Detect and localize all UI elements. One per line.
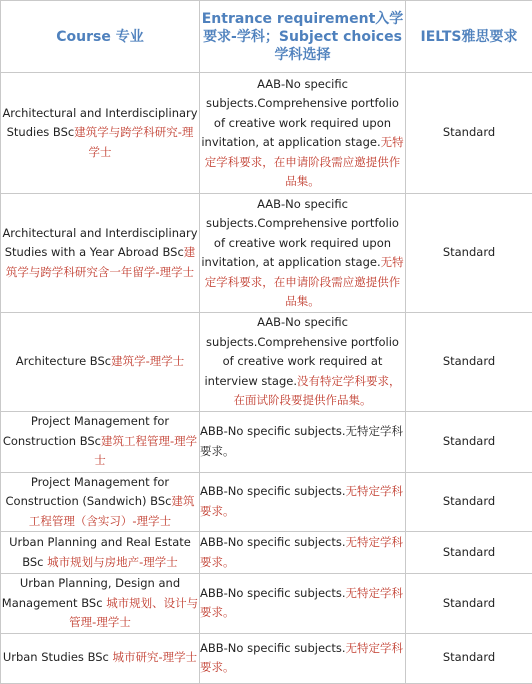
requirement-cell (200, 194, 406, 313)
ielts-cell: Standard (406, 313, 532, 412)
course-header: Course 专业 (1, 1, 200, 73)
requirement-en: ABB-No specific subjects. (200, 586, 346, 600)
requirement-cn: 无特定学科要求，在申请阶段需应邀提供作品集。 (205, 255, 404, 308)
course-name-cn: 城市研究-理学士 (113, 650, 198, 664)
requirement-en: ABB-No specific subjects. (200, 484, 346, 498)
course-name-en: Urban Planning, Design and Management BSc (2, 576, 180, 610)
table-row (1, 313, 532, 412)
header-row (1, 1, 532, 73)
requirement-cn: 无特定学科要求。 (200, 484, 403, 518)
requirement-cell (200, 532, 406, 574)
table-row (1, 411, 532, 472)
requirement-cell (200, 633, 406, 683)
course-name-en: Architecture BSc (16, 354, 111, 368)
course-name-cn: 城市规划与房地产-理学士 (47, 555, 178, 569)
ielts-header: IELTS雅思要求 (406, 1, 532, 73)
requirement-cell (200, 472, 406, 532)
requirement-en: ABB-No specific subjects. (200, 535, 346, 549)
table-row (1, 532, 532, 574)
ielts-cell: Standard (406, 574, 532, 634)
course-cell (1, 532, 200, 574)
course-name-cn: 建筑工程管理（含实习）-理学士 (29, 494, 195, 528)
requirement-header: Entrance requirement入学要求-学科；Subject choices 学科选择 (200, 1, 406, 73)
course-name-cn: 城市规划、设计与管理-理学士 (69, 596, 198, 630)
ielts-cell: Standard (406, 73, 532, 194)
course-cell (1, 633, 200, 683)
requirement-cell (200, 411, 406, 472)
course-name-cn: 建筑学-理学士 (111, 354, 184, 368)
ielts-cell: Standard (406, 194, 532, 313)
course-name-en: Architectural and Interdisciplinary Studies with a Year Abroad BSc (2, 226, 197, 260)
course-name-cn: 建筑学与跨学科研究含一年留学-理学士 (6, 245, 195, 279)
requirement-cn: 无特定学科要求，在申请阶段需应邀提供作品集。 (205, 135, 404, 188)
requirement-cell (200, 73, 406, 194)
course-cell (1, 472, 200, 532)
requirement-cn: 无特定学科要求。 (200, 535, 403, 569)
course-name-en: Urban Studies BSc (3, 650, 109, 664)
table-row (1, 73, 532, 194)
course-name-en: Project Management for Construction BSc (3, 414, 169, 448)
requirement-en: AAB-No specific subjects.Comprehensive portfolio of creative work required upon invitation, at application stage. (201, 197, 399, 270)
table-row (1, 574, 532, 634)
course-cell (1, 194, 200, 313)
course-name-cn: 建筑工程管理-理学士 (94, 434, 197, 468)
ielts-cell: Standard (406, 532, 532, 574)
requirement-en: AAB-No specific subjects.Comprehensive portfolio of creative work required upon invitation, at application stage. (201, 77, 399, 150)
table-row (1, 194, 532, 313)
course-cell (1, 411, 200, 472)
course-name-en: Project Management for Construction (Sandwich) BSc (6, 475, 172, 509)
requirement-cn: 无特定学科要求。 (200, 586, 403, 620)
requirement-cn: 无特定学科要求。 (200, 641, 403, 675)
requirement-en: ABB-No specific subjects. (200, 641, 346, 655)
course-cell (1, 574, 200, 634)
ielts-cell: Standard (406, 472, 532, 532)
course-name-en: Architectural and Interdisciplinary Studies BSc (2, 106, 197, 140)
table-row (1, 633, 532, 683)
ielts-cell: Standard (406, 633, 532, 683)
course-name-cn: 建筑学与跨学科研究-理学士 (74, 125, 193, 159)
table-row (1, 472, 532, 532)
course-cell (1, 313, 200, 412)
course-cell (1, 73, 200, 194)
requirement-cell (200, 313, 406, 412)
requirement-cn: 没有特定学科要求，在面试阶段要提供作品集。 (234, 374, 401, 408)
course-name-en: Urban Planning and Real Estate BSc (9, 535, 191, 569)
ielts-cell: Standard (406, 411, 532, 472)
requirement-cell (200, 574, 406, 634)
requirement-en: AAB-No specific subjects.Comprehensive portfolio of creative work required at interview stage. (204, 315, 398, 388)
requirement-en: ABB-No specific subjects.无特定学科要求。 (200, 424, 403, 458)
